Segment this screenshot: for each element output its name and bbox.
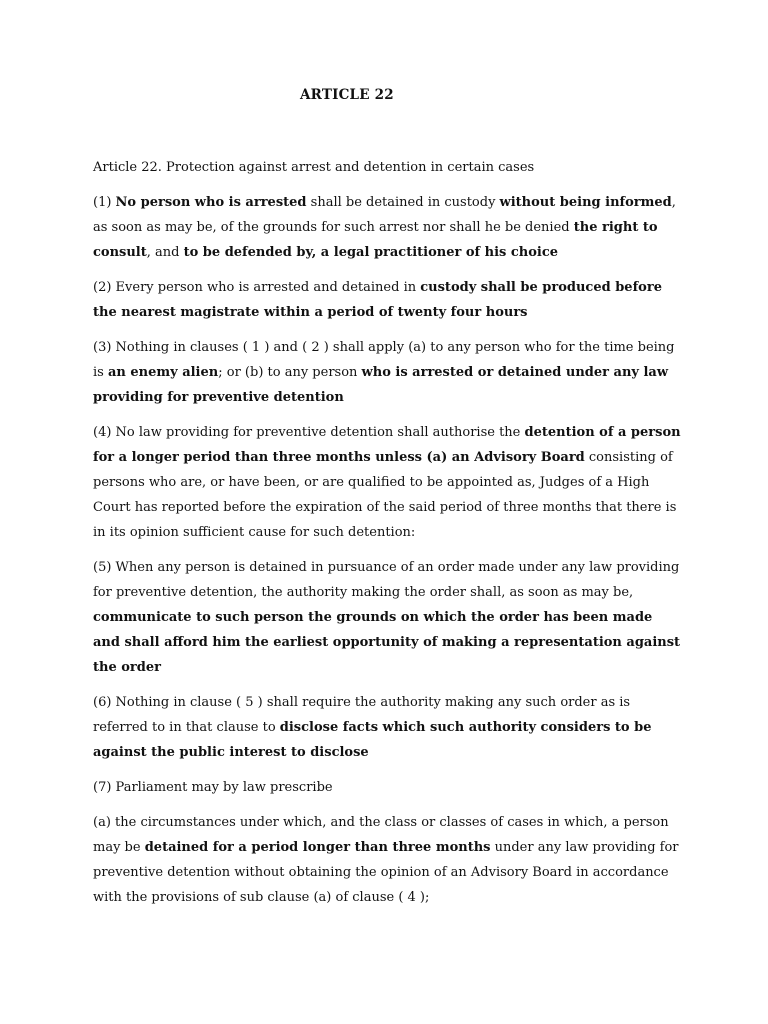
- clause-text: (7) Parliament may by law prescribe: [93, 780, 333, 795]
- emphasized-text: detention of a person for a longer period than three months unless (a) an Advisory Board: [93, 425, 681, 465]
- clause-paragraph: [93, 275, 683, 325]
- emphasized-text: disclose facts which such authority considers to be against the public interest to disclose: [93, 720, 652, 760]
- document-body: [93, 155, 683, 920]
- clause-text: (3) Nothing in clauses ( 1 ) and ( 2 ) shall apply (a) to any person who for the time being is: [93, 340, 675, 380]
- clause-text: (6) Nothing in clause ( 5 ) shall require the authority making any such order as is referred to in that clause to: [93, 695, 631, 735]
- emphasized-text: detained for a period longer than three months: [144, 840, 491, 855]
- clause-text: (4) No law providing for preventive detention shall authorise the: [93, 425, 525, 440]
- emphasized-text: without being informed: [499, 195, 672, 210]
- clause-text: ; or (b) to any person: [218, 365, 362, 380]
- clause-paragraph: [93, 555, 683, 680]
- emphasized-text: who is arrested or detained under any law providing for preventive detention: [93, 365, 669, 405]
- clause-paragraph: [93, 420, 683, 545]
- clause-text: consisting of persons who are, or have been, or are qualified to be appointed as, Judges of a High Court has reported before the expiration of the said period of three months that there is in its opinion sufficient cause for such detention:: [93, 450, 677, 540]
- clause-text: (1): [93, 195, 116, 210]
- clause-paragraph: [93, 190, 683, 265]
- emphasized-text: custody shall be produced before the nearest magistrate within a period of twenty four hours: [93, 280, 662, 320]
- clause-text: (a) the circumstances under which, and the class or classes of cases in which, a person may be: [93, 815, 669, 855]
- clause-text: (2) Every person who is arrested and detained in: [93, 280, 421, 295]
- clause-text: , and: [146, 245, 184, 260]
- clause-text: under any law providing for preventive detention without obtaining the opinion of an Advisory Board in accordance with the provisions of sub clause (a) of clause ( 4 );: [93, 840, 679, 905]
- clause-paragraph: [93, 335, 683, 410]
- emphasized-text: No person who is arrested: [115, 195, 307, 210]
- emphasized-text: an enemy alien: [107, 365, 219, 380]
- emphasized-text: the right to consult: [93, 220, 658, 260]
- article-subheading: Article 22. Protection against arrest and detention in certain cases: [93, 160, 535, 175]
- paragraph-list: [93, 190, 683, 910]
- page-title: ARTICLE 22: [300, 87, 394, 103]
- clause-text: (5) When any person is detained in pursuance of an order made under any law providing for preventive detention, the authority making the order shall, as soon as may be,: [93, 560, 680, 600]
- clause-paragraph: [93, 690, 683, 765]
- emphasized-text: communicate to such person the grounds on which the order has been made and shall afford him the earliest opportunity of making a representation against the order: [93, 610, 681, 675]
- clause-text: shall be detained in custody: [306, 195, 500, 210]
- emphasized-text: to be defended by, a legal practitioner of his choice: [183, 245, 559, 260]
- clause-paragraph: [93, 810, 683, 910]
- clause-paragraph: [93, 775, 683, 800]
- clause-text: , as soon as may be, of the grounds for such arrest nor shall he be denied: [93, 195, 676, 235]
